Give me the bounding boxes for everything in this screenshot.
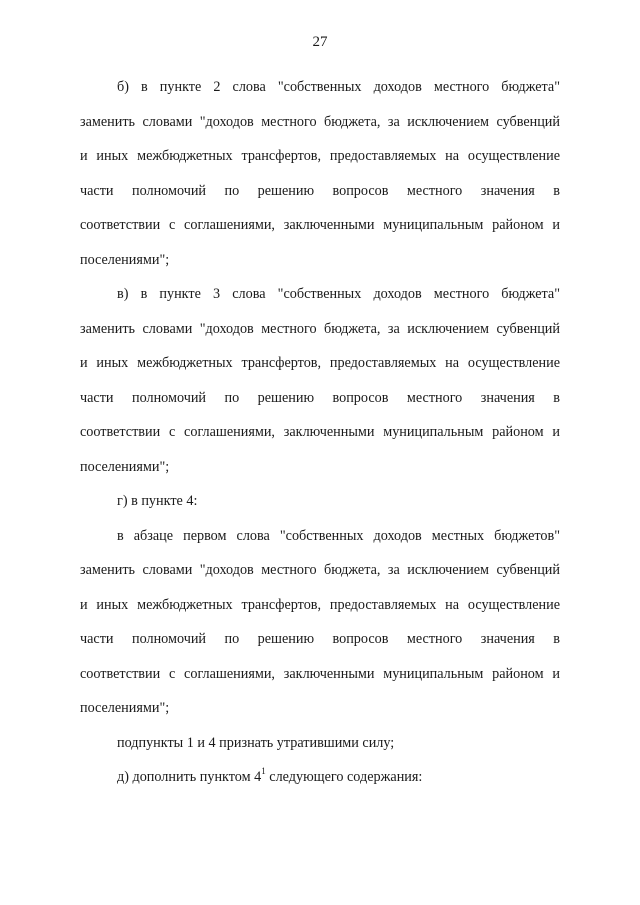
text-line: части полномочий по решению вопросов местного значения в [80, 389, 560, 406]
text-line: части полномочий по решению вопросов местного значения в [80, 182, 560, 199]
text-line: заменить словами "доходов местного бюджета, за исключением субвенций [80, 113, 560, 130]
text-line: и иных межбюджетных трансфертов, предоставляемых на осуществление [80, 148, 560, 164]
text-line: в) в пункте 3 слова "собственных доходов местного бюджета" [117, 286, 560, 302]
paragraph-v [80, 277, 560, 484]
text-line: г) в пункте 4: [117, 493, 198, 509]
text-line-main: д) дополнить пунктом 4 [117, 769, 262, 785]
paragraph-d [80, 760, 560, 795]
superscript: 1 [261, 766, 266, 777]
text-line: части полномочий по решению вопросов местного значения в [80, 631, 560, 647]
paragraph-subclauses-repeal [80, 726, 560, 761]
text-line: поселениями"; [80, 458, 170, 475]
text-line: б) в пункте 2 слова "собственных доходов местного бюджета" [117, 79, 560, 95]
paragraph-g-first-subparagraph [80, 519, 560, 726]
paragraph-b [80, 70, 560, 277]
text-line: заменить словами "доходов местного бюджета, за исключением субвенций [80, 320, 560, 337]
text-line: и иных межбюджетных трансфертов, предоставляемых на осуществление [80, 355, 560, 371]
text-line: соответствии с соглашениями, заключенными муниципальным районом и [80, 424, 560, 440]
text-line: соответствии с соглашениями, заключенными муниципальным районом и [80, 665, 560, 682]
page-number: 27 [312, 34, 328, 50]
text-line: заменить словами "доходов местного бюджета, за исключением субвенций [80, 562, 560, 578]
text-line: соответствии с соглашениями, заключенными муниципальным районом и [80, 217, 560, 233]
text-line: поселениями"; [80, 700, 170, 716]
text-line: и иных межбюджетных трансфертов, предоставляемых на осуществление [80, 596, 560, 613]
document-body [80, 70, 560, 795]
text-line-tail: следующего содержания: [265, 769, 423, 785]
paragraph-g [80, 484, 560, 519]
text-line: подпункты 1 и 4 признать утратившими силу; [117, 734, 395, 751]
text-line [80, 760, 560, 795]
text-line: поселениями"; [80, 251, 170, 268]
text-line: в абзаце первом слова "собственных доходов местных бюджетов" [117, 527, 560, 544]
